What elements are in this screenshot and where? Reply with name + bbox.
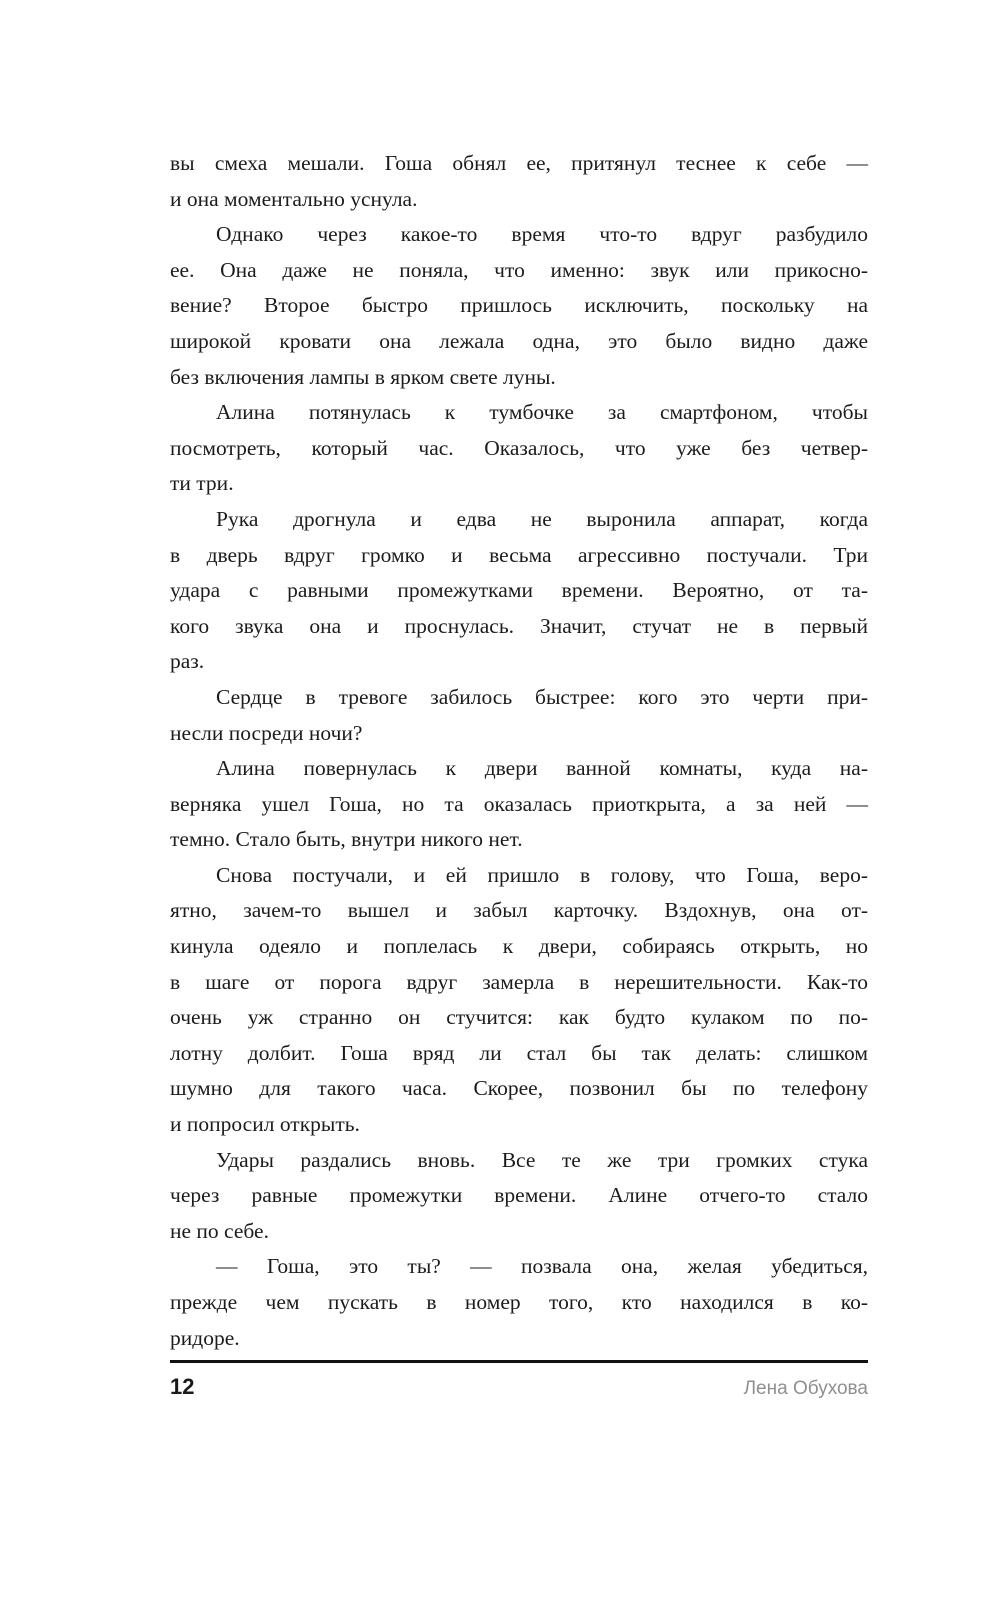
text-line: в шаге от порога вдруг замерла в нерешительности. Как-то: [170, 969, 868, 994]
text-line: широкой кровати она лежала одна, это было видно даже: [170, 328, 868, 353]
text-line: ее. Она даже не поняла, что именно: звук или прикосно-: [170, 257, 868, 282]
text-line: удара с равными промежутками времени. Вероятно, от та-: [170, 578, 868, 603]
text-line: раз.: [170, 649, 205, 674]
text-line: кинула одеяло и поплелась к двери, собираясь открыть, но: [170, 934, 868, 959]
text-line: Однако через какое-то время что-то вдруг разбудило: [216, 222, 868, 247]
text-line: ридоре.: [170, 1325, 240, 1350]
text-line: не по себе.: [170, 1218, 269, 1243]
text-line: верняка ушел Гоша, но та оказалась приоткрыта, а за ней —: [170, 791, 868, 816]
text-line: прежде чем пускать в номер того, кто находился в ко-: [170, 1290, 868, 1314]
page-number: 12: [170, 1374, 195, 1399]
text-line: через равные промежутки времени. Алине отчего-то стало: [170, 1183, 868, 1208]
text-line: несли посреди ночи?: [170, 720, 363, 745]
text-line: Алина повернулась к двери ванной комнаты, куда на-: [216, 756, 868, 781]
text-line: вы смеха мешали. Гоша обнял ее, притянул теснее к себе —: [170, 151, 868, 175]
text-line: без включения лампы в ярком свете луны.: [170, 364, 556, 389]
text-line: — Гоша, это ты? — позвала она, желая убедиться,: [216, 1254, 868, 1279]
text-line: ти три.: [170, 471, 234, 496]
text-line: ятно, зачем-то вышел и забыл карточку. Вздохнув, она от-: [170, 898, 868, 923]
text-line: в дверь вдруг громко и весьма агрессивно постучали. Три: [170, 542, 868, 567]
text-line: очень уж странно он стучится: как будто кулаком по по-: [170, 1005, 868, 1030]
text-line: Алина потянулась к тумбочке за смартфоном, чтобы: [216, 400, 868, 425]
text-line: Снова постучали, и ей пришло в голову, что Гоша, веро-: [216, 862, 868, 887]
text-line: Удары раздались вновь. Все те же три громких стука: [216, 1147, 868, 1172]
text-line: шумно для такого часа. Скорее, позвонил бы по телефону: [170, 1076, 868, 1101]
footer-rule: [170, 1360, 868, 1363]
text-line: посмотреть, который час. Оказалось, что уже без четвер-: [170, 435, 868, 460]
body-text: [170, 146, 868, 1356]
text-line: и она моментально уснула.: [170, 186, 418, 211]
running-author: Лена Обухова: [743, 1378, 868, 1399]
text-line: Рука дрогнула и едва не выронила аппарат, когда: [216, 506, 868, 531]
text-line: темно. Стало быть, внутри никого нет.: [170, 827, 523, 852]
text-line: и попросил открыть.: [170, 1112, 360, 1137]
text-line: Сердце в тревоге забилось быстрее: кого это черти при-: [216, 684, 868, 709]
text-line: вение? Второе быстро пришлось исключить, поскольку на: [170, 293, 868, 318]
text-line: кого звука она и проснулась. Значит, стучат не в первый: [170, 613, 868, 638]
page-footer: [170, 1374, 868, 1400]
text-line: лотну долбит. Гоша вряд ли стал бы так делать: слишком: [170, 1040, 868, 1065]
